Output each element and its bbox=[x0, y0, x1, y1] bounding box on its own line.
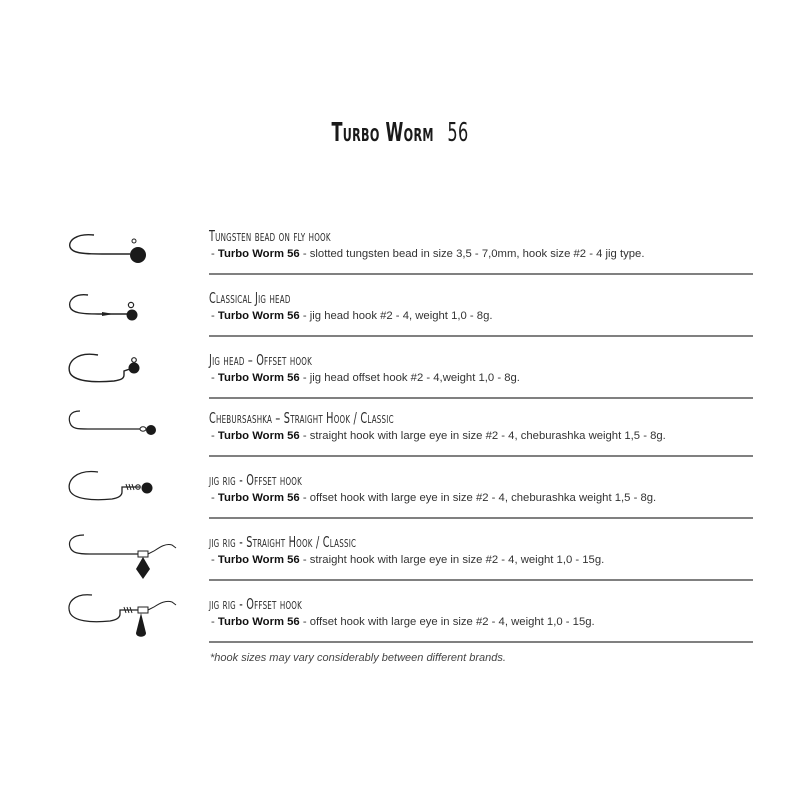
product-name: Turbo Worm 56 bbox=[217, 248, 300, 260]
product-name: Turbo Worm 56 bbox=[217, 372, 300, 384]
rig-description: - Turbo Worm 56 - straight hook with large eye in size #2 - 4, weight 1,0 - 15g. bbox=[211, 554, 605, 566]
rig-description: - Turbo Worm 56 - offset hook with large eye in size #2 - 4, cheburashka weight 1,5 - 8g. bbox=[211, 492, 657, 504]
cheburashka-straight-hook-icon bbox=[62, 405, 192, 467]
rig-row bbox=[0, 529, 800, 591]
divider bbox=[209, 455, 753, 457]
rig-description: - Turbo Worm 56 - offset hook with large eye in size #2 - 4, weight 1,0 - 15g. bbox=[211, 616, 595, 628]
product-name: Turbo Worm 56 bbox=[217, 616, 300, 628]
rig-title: jig rig - Offset hook bbox=[209, 471, 303, 489]
rig-description: - Turbo Worm 56 - straight hook with large eye in size #2 - 4, cheburashka weight 1,5 - 8g. bbox=[211, 430, 666, 442]
rig-title: Tungsten bead on fly hook bbox=[209, 227, 331, 245]
product-name: Turbo Worm 56 bbox=[217, 430, 300, 442]
divider bbox=[209, 579, 753, 581]
rig-title: Chebursashka – Straight Hook / Classic bbox=[209, 409, 394, 427]
jig-head-offset-hook-icon bbox=[62, 347, 192, 409]
tungsten-bead-hook-icon bbox=[62, 223, 192, 285]
rig-description: - Turbo Worm 56 - jig head hook #2 - 4, weight 1,0 - 8g. bbox=[211, 310, 493, 322]
classical-jig-head-icon bbox=[62, 285, 192, 347]
divider bbox=[209, 273, 753, 275]
rig-description: - Turbo Worm 56 - jig head offset hook #2 - 4,weight 1,0 - 8g. bbox=[211, 372, 520, 384]
divider bbox=[209, 335, 753, 337]
rig-description: - Turbo Worm 56 - slotted tungsten bead in size 3,5 - 7,0mm, hook size #2 - 4 jig type. bbox=[211, 248, 645, 260]
page-title-text: Turbo Worm bbox=[331, 118, 434, 148]
rig-row bbox=[0, 405, 800, 467]
product-name: Turbo Worm 56 bbox=[217, 492, 300, 504]
jig-rig-straight-hook-icon bbox=[62, 529, 192, 591]
rig-row bbox=[0, 467, 800, 529]
rig-title: jig rig - Straight Hook / Classic bbox=[209, 533, 357, 551]
divider bbox=[209, 397, 753, 399]
rig-row bbox=[0, 591, 800, 653]
product-name: Turbo Worm 56 bbox=[217, 554, 300, 566]
rig-title: jig rig - Offset hook bbox=[209, 595, 303, 613]
rig-title: Jig head – Offset hook bbox=[209, 351, 312, 369]
rig-row bbox=[0, 347, 800, 409]
rig-row bbox=[0, 285, 800, 347]
product-name: Turbo Worm 56 bbox=[217, 310, 300, 322]
rig-row bbox=[0, 223, 800, 285]
jig-rig-offset-hook-icon bbox=[62, 467, 192, 529]
page-title-number: 56 bbox=[447, 118, 469, 148]
divider bbox=[209, 641, 753, 643]
jig-rig-offset-hook-drop-weight-icon bbox=[62, 591, 192, 653]
page-title bbox=[152, 118, 648, 148]
rig-title: Classical Jig head bbox=[209, 289, 291, 307]
footnote: *hook sizes may vary considerably between different brands. bbox=[210, 652, 506, 664]
divider bbox=[209, 517, 753, 519]
